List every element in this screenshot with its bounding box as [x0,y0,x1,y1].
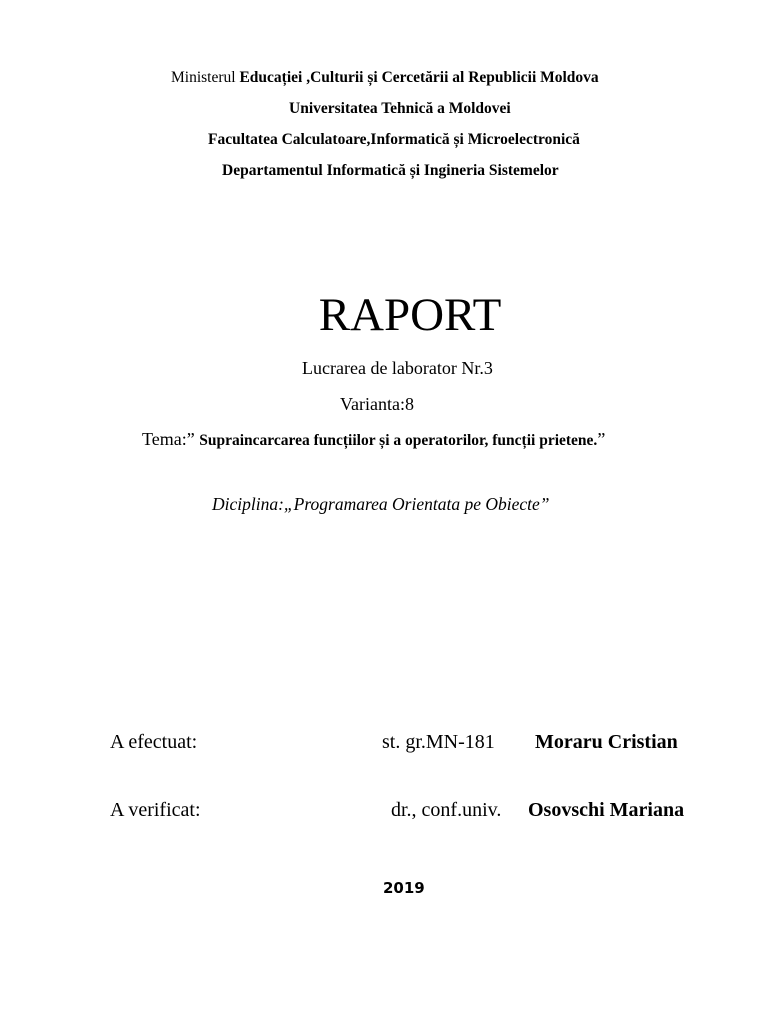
theme-line [142,429,605,450]
ministry-prefix: Ministerul [171,69,236,86]
department-line: Departamentul Informatică și Ingineria Sistemelor [222,162,559,179]
ministry-name: Educației ,Culturii și Cercetării al Republicii Moldova [239,69,599,86]
theme-prefix: Tema:” [142,429,195,449]
discipline-line: Diciplina:„Programarea Orientata pe Obiecte” [212,494,550,514]
theme-suffix: ” [597,429,606,449]
verified-label: A verificat: [110,799,201,821]
performed-label: A efectuat: [110,731,198,753]
verified-name: Osovschi Mariana [528,799,685,821]
performed-name: Moraru Cristian [535,731,678,753]
ministry-line [171,69,599,87]
variant: Varianta:8 [340,394,414,414]
report-title: RAPORT [318,289,502,341]
year: 2019 [383,879,425,897]
verified-role: dr., conf.univ. [391,799,502,821]
university-line: Universitatea Tehnică a Moldovei [289,100,511,117]
performed-role: st. gr.MN-181 [382,731,495,753]
theme-topic: Supraincarcarea funcțiilor și a operatorilor, funcții prietene. [199,432,598,449]
faculty-line: Facultatea Calculatoare,Informatică și Microelectronică [208,131,580,148]
lab-number: Lucrarea de laborator Nr.3 [302,358,493,378]
